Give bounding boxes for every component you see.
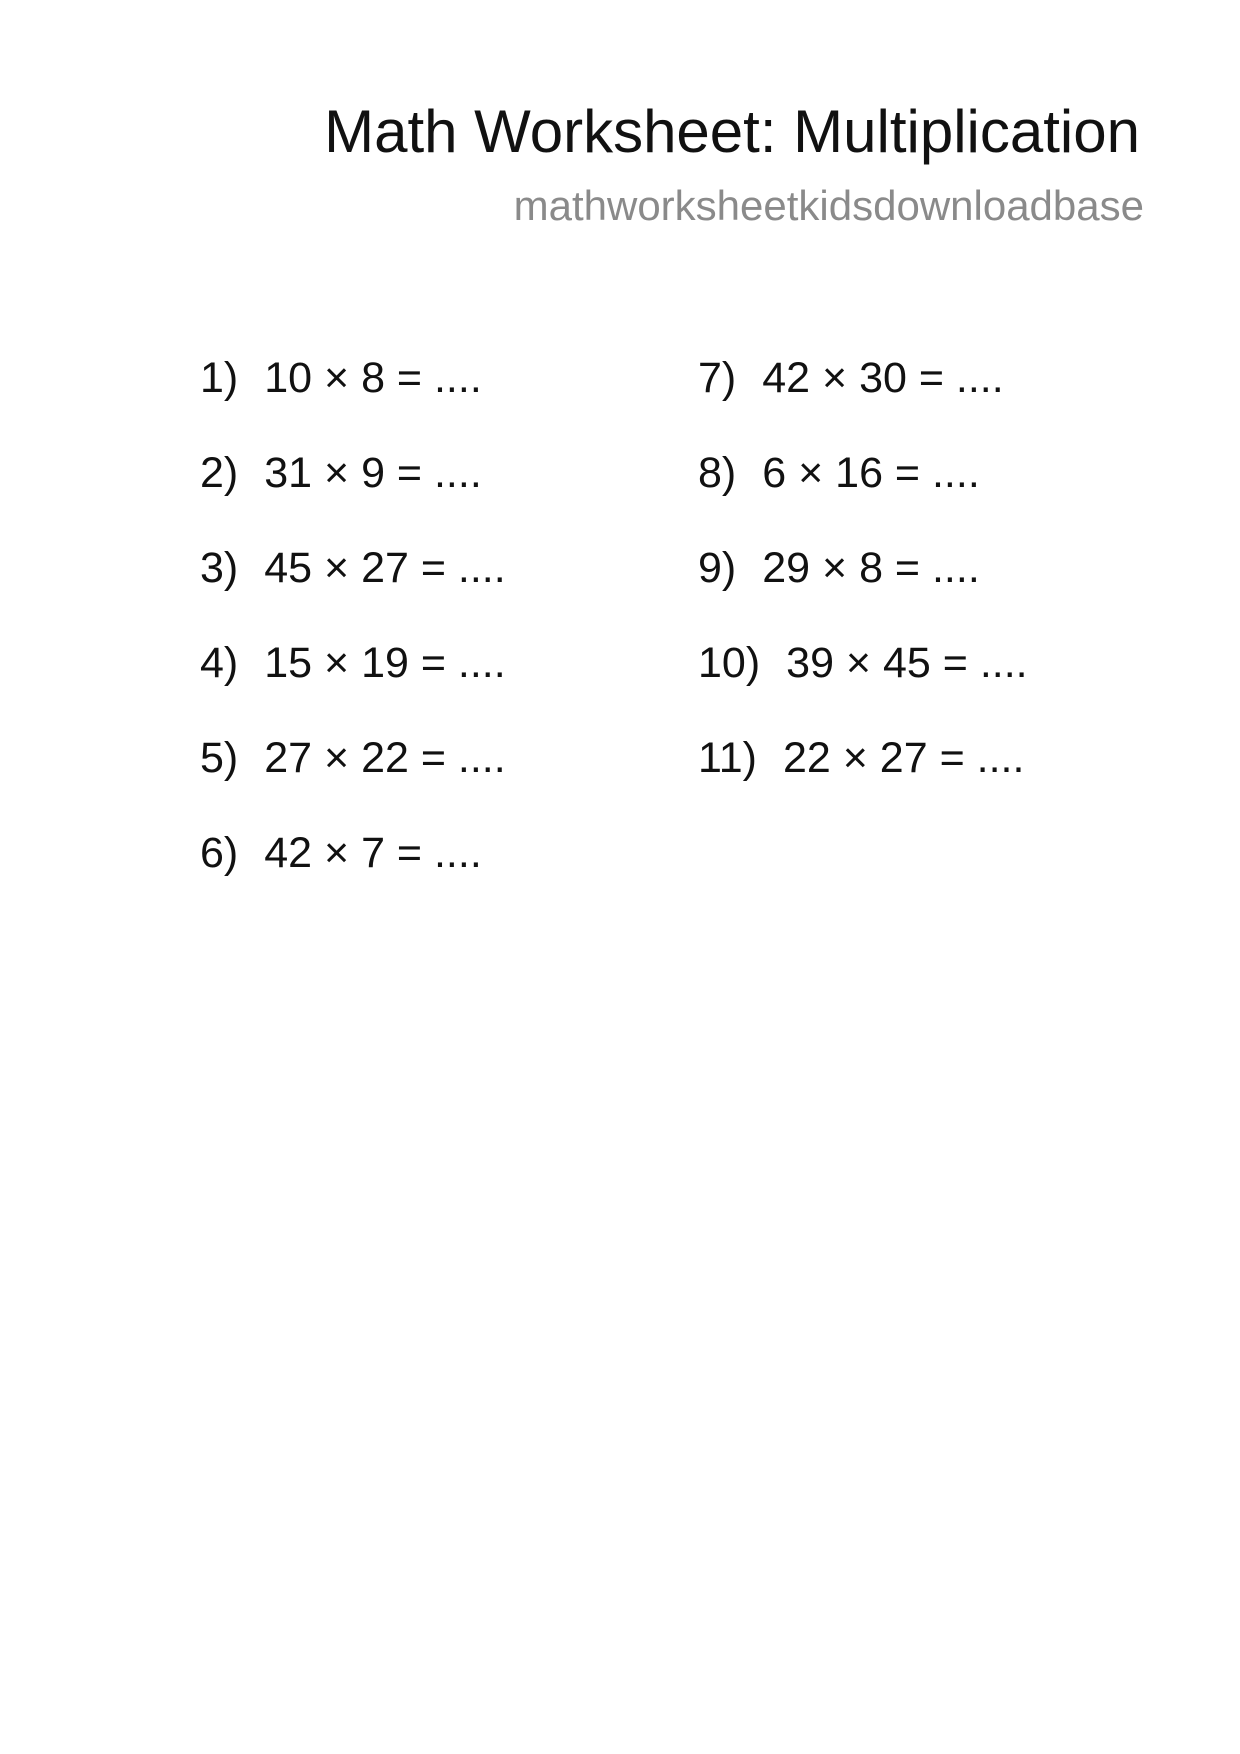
page-title: Math Worksheet: Multiplication [324, 98, 1140, 165]
problem-item [698, 352, 1028, 447]
problem-number: 4) [200, 639, 239, 687]
problem-expression: 45 × 27 = .... [264, 544, 506, 592]
problem-column-left [200, 352, 506, 922]
problem-expression: 27 × 22 = .... [264, 734, 506, 782]
problem-number: 10) [698, 639, 761, 687]
problem-expression: 29 × 8 = .... [762, 544, 980, 592]
problem-expression: 39 × 45 = .... [786, 639, 1028, 687]
problem-item [200, 637, 506, 732]
problem-item [698, 542, 1028, 637]
problem-expression: 6 × 16 = .... [762, 449, 980, 497]
problem-item [200, 352, 506, 447]
problem-item [200, 827, 506, 922]
problem-number: 11) [698, 734, 757, 782]
problem-number: 2) [200, 449, 239, 497]
problem-number: 5) [200, 734, 239, 782]
problem-item [698, 447, 1028, 542]
problem-number: 3) [200, 544, 239, 592]
problem-number: 8) [698, 449, 737, 497]
problem-expression: 42 × 30 = .... [762, 354, 1004, 402]
problem-number: 6) [200, 829, 239, 877]
problem-expression: 42 × 7 = .... [264, 829, 482, 877]
problem-item [698, 732, 1028, 827]
problem-number: 9) [698, 544, 737, 592]
problem-number: 1) [200, 354, 239, 402]
problem-expression: 31 × 9 = .... [264, 449, 482, 497]
problem-column-right [698, 352, 1028, 827]
page-subtitle: mathworksheetkidsdownloadbase [513, 182, 1144, 229]
problem-item [200, 447, 506, 542]
problem-expression: 22 × 27 = .... [782, 734, 1025, 782]
problem-item [698, 637, 1028, 732]
problem-number: 7) [698, 354, 737, 402]
problem-item [200, 542, 506, 637]
problem-item [200, 732, 506, 827]
problem-expression: 15 × 19 = .... [264, 639, 506, 687]
problem-expression: 10 × 8 = .... [264, 354, 482, 402]
